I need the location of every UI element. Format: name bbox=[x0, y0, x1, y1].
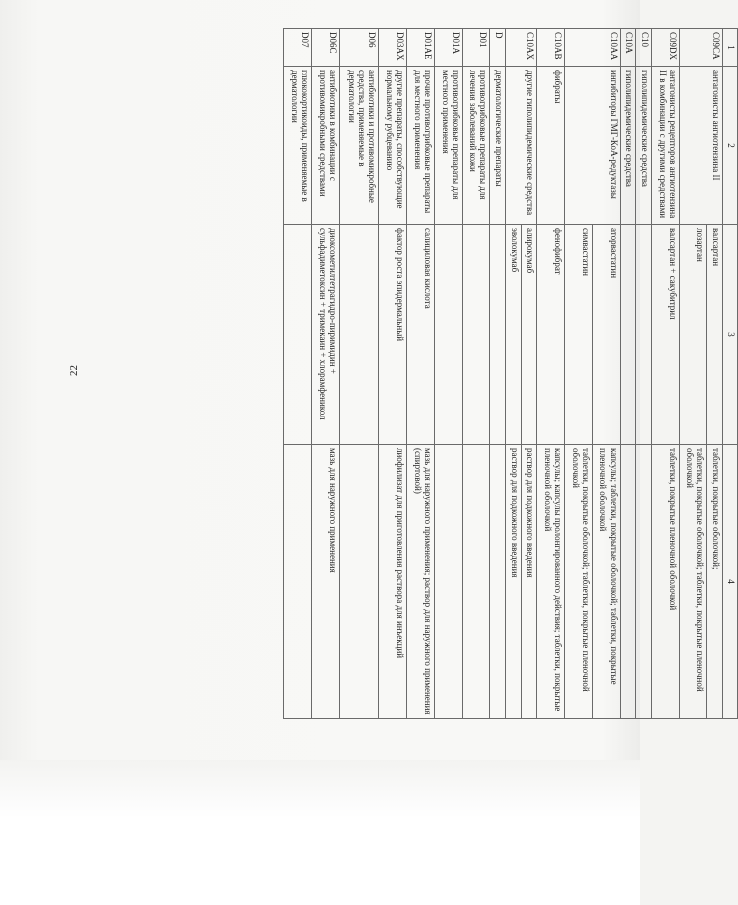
table-row bbox=[636, 29, 652, 719]
dosage-form: капсулы; капсулы пролонгированного действия; таблетки, покрытые пленочной оболочкой bbox=[537, 445, 565, 719]
atc-code: D06C bbox=[311, 29, 339, 67]
dosage-form bbox=[620, 445, 636, 719]
drug-name: эволокумаб bbox=[506, 225, 522, 445]
group-name: антагонисты ангиотензина II bbox=[679, 67, 722, 225]
dosage-form: раствор для подкожного введения bbox=[521, 445, 537, 719]
dosage-form: лиофилизат для приготовления раствора для инъекций bbox=[379, 445, 407, 719]
table-row bbox=[651, 29, 679, 719]
dosage-form bbox=[339, 445, 379, 719]
dosage-form bbox=[434, 445, 462, 719]
drug-name: фенофибрат bbox=[537, 225, 565, 445]
table-row bbox=[490, 29, 506, 719]
dosage-form: капсулы; таблетки, покрытые оболочкой; таблетки, покрытые пленочной оболочкой bbox=[592, 445, 620, 719]
header-col-4: 4 bbox=[723, 445, 738, 719]
atc-code: C09DX bbox=[651, 29, 679, 67]
atc-code: C09CA bbox=[679, 29, 722, 67]
drug-name bbox=[434, 225, 462, 445]
dosage-form: таблетки, покрытые оболочкой; таблетки, покрытые пленочной оболочкой bbox=[679, 445, 707, 719]
header-col-2: 2 bbox=[723, 67, 738, 225]
group-name: глюкокортикоиды, применяемые в дерматологии bbox=[284, 67, 312, 225]
dosage-form bbox=[462, 445, 490, 719]
table-header-row bbox=[723, 29, 738, 719]
dosage-form: мазь для наружного применения bbox=[311, 445, 339, 719]
atc-code: C10 bbox=[636, 29, 652, 67]
drug-name: диоксометилтетрагидро-пиримидин + сульфадиметоксин + тримекаин + хлорамфеникол bbox=[311, 225, 339, 445]
page-number: 22 bbox=[68, 365, 80, 376]
group-name: антибиотики в комбинации с противомикробными средствами bbox=[311, 67, 339, 225]
group-name: ингибиторы ГМГ-КоА-редуктазы bbox=[565, 67, 620, 225]
table-row bbox=[620, 29, 636, 719]
table-row bbox=[592, 29, 620, 719]
atc-code: C10AX bbox=[506, 29, 537, 67]
atc-code: D06 bbox=[339, 29, 379, 67]
dosage-form bbox=[490, 445, 506, 719]
table-row bbox=[434, 29, 462, 719]
drug-table bbox=[283, 28, 738, 719]
header-col-3: 3 bbox=[723, 225, 738, 445]
table-row bbox=[339, 29, 379, 719]
header-col-1: 1 bbox=[723, 29, 738, 67]
group-name: антагонисты рецепторов ангиотензина II в комбинации с другими средствами bbox=[651, 67, 679, 225]
table-row bbox=[707, 29, 723, 719]
atc-code: D bbox=[490, 29, 506, 67]
drug-name bbox=[490, 225, 506, 445]
drug-name bbox=[462, 225, 490, 445]
atc-code: D07 bbox=[284, 29, 312, 67]
table-row bbox=[537, 29, 565, 719]
atc-code: D03AX bbox=[379, 29, 407, 67]
group-name: фибраты bbox=[537, 67, 565, 225]
dosage-form bbox=[636, 445, 652, 719]
atc-code: C10AA bbox=[565, 29, 620, 67]
atc-code: C10A bbox=[620, 29, 636, 67]
group-name: антибиотики и противомикробные средства, применяемые в дерматологии bbox=[339, 67, 379, 225]
drug-name: алирокумаб bbox=[521, 225, 537, 445]
drug-name: салициловая кислота bbox=[407, 225, 435, 445]
table-row bbox=[462, 29, 490, 719]
atc-code: D01 bbox=[462, 29, 490, 67]
dosage-form: раствор для подкожного введения bbox=[506, 445, 522, 719]
table-row bbox=[311, 29, 339, 719]
drug-name bbox=[284, 225, 312, 445]
group-name: противогрибковые препараты для лечения заболеваний кожи bbox=[462, 67, 490, 225]
drug-name bbox=[339, 225, 379, 445]
atc-code: D01AE bbox=[407, 29, 435, 67]
drug-name bbox=[620, 225, 636, 445]
table-row bbox=[521, 29, 537, 719]
group-name: противогрибковые препараты для местного применения bbox=[434, 67, 462, 225]
table-row bbox=[379, 29, 407, 719]
dosage-form: таблетки, покрытые оболочкой; таблетки, покрытые пленочной оболочкой bbox=[565, 445, 593, 719]
drug-name: валсартан bbox=[707, 225, 723, 445]
drug-name: аторвастатин bbox=[592, 225, 620, 445]
dosage-form: мазь для наружного применения; раствор для наружного применения (спиртовой) bbox=[407, 445, 435, 719]
table-row bbox=[284, 29, 312, 719]
drug-name: лозартан bbox=[679, 225, 707, 445]
page-bottom-margin bbox=[0, 760, 640, 905]
atc-code: D01A bbox=[434, 29, 462, 67]
drug-name: валсартан + сакубитрил bbox=[651, 225, 679, 445]
group-name: другие гиполипидемические средства bbox=[506, 67, 537, 225]
group-name: дерматологические препараты bbox=[490, 67, 506, 225]
dosage-form: таблетки, покрытые оболочкой; bbox=[707, 445, 723, 719]
dosage-form: таблетки, покрытые пленочной оболочкой bbox=[651, 445, 679, 719]
table-row bbox=[407, 29, 435, 719]
group-name: гиполипидемические средства bbox=[636, 67, 652, 225]
group-name: другие препараты, способствующие нормальному рубцеванию bbox=[379, 67, 407, 225]
table-rotated-container bbox=[283, 28, 738, 718]
drug-name: фактор роста эпидермальный bbox=[379, 225, 407, 445]
drug-name: симвастатин bbox=[565, 225, 593, 445]
group-name: гиполипидемические средства bbox=[620, 67, 636, 225]
group-name: прочие противогрибковые препараты для местного применения bbox=[407, 67, 435, 225]
dosage-form bbox=[284, 445, 312, 719]
atc-code: C10AB bbox=[537, 29, 565, 67]
drug-name bbox=[636, 225, 652, 445]
